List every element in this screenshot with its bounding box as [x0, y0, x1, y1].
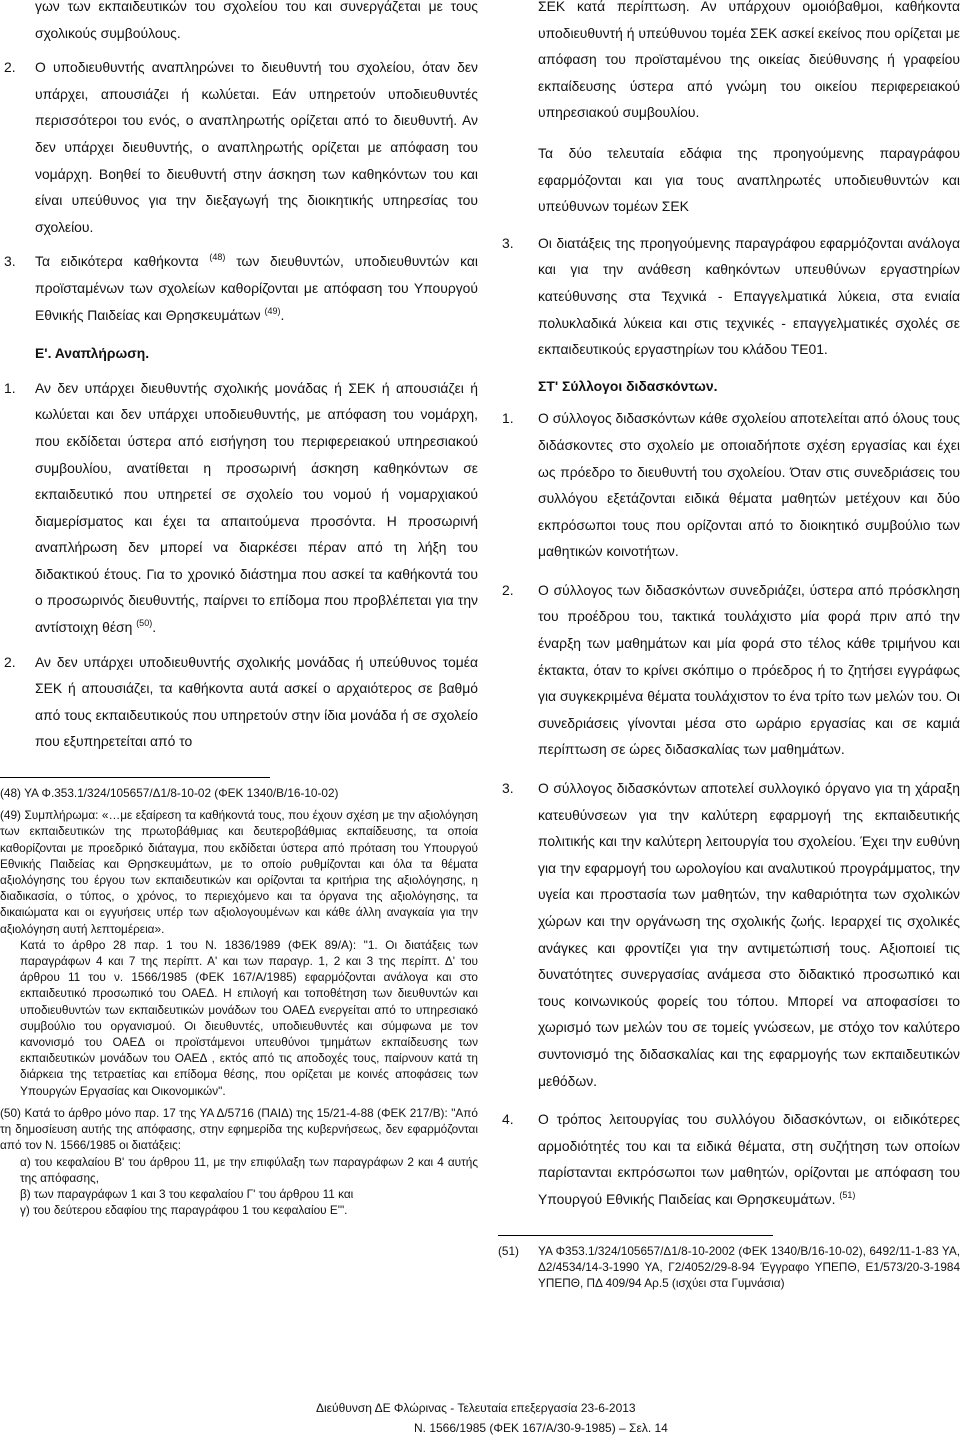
footnote-text: Συμπλήρωμα: «…με εξαίρεση τα καθήκοντά τους, που έχουν σχέση με την αξιολόγηση των εκπαιδευτικών της πρωτοβάθμιας και δευτεροβάθμιας εκπαίδευσης, τα οποία καθορίζονται με προεδρικό διάταγμα, που εκδίδεται ύστερα από πρόταση του Υπουργού Εθνικής Παιδείας και Θρησκευμάτων, με το οποίο ρυθμίζονται και όλα τα θέματα αξιολόγησης του έργου των εκπαιδευτικών και ορίζονται τα κριτήρια της αξιολόγησης, η διαδικασία, ο τύπος, ο χρόνος, το περιεχόμενο και τα όργανα της αξιολόγησης, τα δικαιώματα και οι εγγυήσεις υπέρ των αξιολογουμένων και κάθε άλλη αναγκαία για την αξιολόγηση αυτή λεπτομέρεια». [0, 808, 478, 936]
item-text: Τα ειδικότερα καθήκοντα [35, 253, 210, 270]
footnote-number: (49) [0, 808, 21, 823]
left-column [0, 0, 478, 1218]
paragraph-st2 [498, 577, 960, 763]
item-number: 1. [4, 379, 16, 396]
footnote-50-item-a: α) του κεφαλαίου Β' του άρθρου 11, με την επιφύλαξη των παραγράφων 2 και 4 αυτής της απόφασης, [20, 1154, 478, 1185]
paragraph-3-workshops [498, 230, 960, 363]
footer-line-1: Διεύθυνση ΔΕ Φλώρινας - Τελευταία επεξεργασία 23-6-2013 [316, 1401, 636, 1415]
footnote-ref-48[interactable]: (48) [209, 252, 226, 263]
item-number: 2. [502, 581, 514, 598]
footnote-ref-49[interactable]: (49) [264, 305, 281, 316]
item-text: Ο σύλλογος διδασκόντων κάθε σχολείου αποτελείται από όλους τους διδάσκοντες στο σχολείο με οποιαδήποτε σχέση εργασίας και έχει ως πρόεδρο το διευθυντή του σχολείου. Όταν στις συνεδριάσεις του συλλόγου εξετάζονται ειδικά θέματα μαθητών μετέχουν και δύο εκπρόσωποι τους που ορίζονται από το διοικητικό συμβούλιο των μαθητικών κοινοτήτων. [538, 410, 960, 560]
item-text: των διευθυντών, υποδιευθυντών και προϊσταμένων των σχολείων καθορίζονται με απόφαση του Υπουργού Εθνικής Παιδείας και Θρησκευμάτων [35, 253, 478, 323]
section-heading-st: ΣΤ' Σύλλογοι διδασκόντων. [538, 377, 718, 394]
footnote-50 [0, 1105, 478, 1154]
item-text: . [280, 306, 285, 323]
footnote-51 [498, 1243, 960, 1292]
paragraph-deputies: Τα δύο τελευταία εδάφια της προηγούμενης παραγράφου εφαρμόζονται και για τους αναπληρωτές υποδιευθυντών και υπεύθυνων τομέων ΣΕΚ [538, 144, 960, 215]
item-text: Αν δεν υπάρχει διευθυντής σχολικής μονάδας ή ΣΕΚ ή απουσιάζει ή κωλύεται και δεν υπάρχει υποδιευθυντής, με απόφαση του νομάρχη, που εκδίδεται ύστερα από εισήγηση του περιφερειακού υπηρεσιακού συμβουλίου, ανατίθεται η προσωρινή άσκηση καθηκόντων σε εκπαιδευτικό που υπηρετεί σε σχολείο του νομού ή νομαρχιακού διαμερίσματος και έχει τα απαιτούμενα προσόντα. Η προσωρινή αναπλήρωση δεν μπορεί να διαρκέσει πέραν από τη λήξη του διδακτικού έτους. Για το χρονικό διάστημα που ασκεί τα καθήκοντά του ο προσωρινός διευθυντής, παίρνει το επίδομα που προβλέπεται για την αντίστοιχη θέση [35, 379, 478, 636]
continued-paragraph: γων των εκπαιδευτικών του σχολείου του και συνεργάζεται με τους σχολικούς συμβούλους. [35, 0, 478, 41]
item-text: Ο σύλλογος των διδασκόντων συνεδριάζει, ύστερα από πρόσκληση του προέδρου του, τακτικά τουλάχιστο μία φορά πριν από την έναρξη των μαθημάτων και μία φορά στο τέλος κάθε τριμήνου και έκτακτα, όταν το κρίνει σκόπιμο ο πρόεδρος ή το ζητήσει εγγράφως για συγκεκριμένα θέματα τουλάχιστον το ένα τρίτο των μελών του. Οι συνεδριάσεις γίνονται μέσα στο ωράριο εργασίας και σε καμιά περίπτωση σε ώρες διδασκαλίας των μαθημάτων. [538, 581, 960, 758]
footnote-separator [498, 1235, 773, 1236]
footer-line-2: Ν. 1566/1985 (ΦΕΚ 167/Α/30-9-1985) – Σελ. 14 [414, 1421, 668, 1435]
item-number: 3. [4, 253, 16, 270]
item-text: Ο σύλλογος διδασκόντων αποτελεί συλλογικό όργανο για τη χάραξη κατευθύνσεων για την καλύτερη εφαρμογή της εκπαιδευτικής πολιτικής και την καλύτερη λειτουργία του σχολείου. Έχει την ευθύνη για την εφαρμογή του ωρολογίου και αναλυτικού προγράμματος, την υγεία και προστασία των μαθητών, την καθαριότητα των σχολικών χώρων και την οργάνωση της σχολικής ζωής. Ιεραρχεί τις σχολικές ανάγκες και φροντίζει για την αντιμετώπισή τους. Αξιοποιεί τις δυνατότητες συνεργασίας ανάμεσα στο διδακτικό προσωπικό και τους κοινωνικούς φορείς του τόπου. Μπορεί να αποφασίσει το χωρισμό των μελών του σε τομείς γνώσεων, με στόχο τον καλύτερο συντονισμό της διδασκαλίας και της εφαρμογής των εκπαιδευτικών μεθόδων. [538, 780, 960, 1089]
right-column [498, 0, 960, 1291]
footnote-text: ΥΑ Φ353.1/324/105657/Δ1/8-10-2002 (ΦΕΚ 1340/Β/16-10-02), 6492/11-1-83 ΥΑ, Δ2/4534/14-3-1990 ΥΑ, Γ2/4052/29-8-94 Έγγραφο ΥΠΕΠΘ, Ε1/573/20-3-1984 ΥΠΕΠΘ, ΠΔ 409/94 Αρ.5 (ισχύει στα Γυμνάσια) [538, 1243, 960, 1290]
paragraph-3-duties [0, 248, 478, 328]
item-number: 3. [502, 234, 514, 251]
paragraph-st3 [498, 775, 960, 1094]
item-text: Ο υποδιευθυντής αναπληρώνει το διευθυντή του σχολείου, όταν δεν υπάρχει, απουσιάζει ή κωλύεται. Εάν υπηρετούν υποδιευθυντές περισσότεροι του ενός, ο αναπληρωτής ορίζεται από το διευθυντή. Αν δεν υπάρχει διευθυντής, ο αναπληρωτής ορίζεται με απόφαση του νομάρχη. Βοηθεί το διευθυντή στην άσκηση των καθηκόντων του και είναι υπεύθυνος για την διεξαγωγή της διοικητικής υπηρεσίας του σχολείου. [35, 59, 478, 235]
item-number: 4. [502, 1111, 514, 1128]
footnote-48 [0, 785, 478, 801]
footnote-50-item-c: γ) του δεύτερου εδαφίου της παραγράφου 1 του κεφαλαίου Ε'". [20, 1203, 348, 1218]
footnote-separator [0, 777, 270, 778]
paragraph-e2-replacement [0, 649, 478, 755]
footnote-50-item-b: β) των παραγράφων 1 και 3 του κεφαλαίου Γ' του άρθρου 11 και [20, 1186, 354, 1201]
footnote-ref-50[interactable]: (50) [136, 618, 153, 629]
paragraph-st1 [498, 405, 960, 565]
item-text: . [152, 619, 157, 636]
item-number: 2. [4, 59, 16, 76]
footnotes-left [0, 785, 478, 1218]
footnote-text: ΥΑ Φ.353.1/324/105657/Δ1/8-10-02 (ΦΕΚ 1340/Β/16-10-02) [24, 786, 339, 801]
item-text: Ο τρόπος λειτουργίας του συλλόγου διδασκόντων, οι ειδικότερες αρμοδιότητές του και τα ειδικά θέματα, στη συζήτηση των οποίων παρίστανται εκπρόσωποι των μαθητών, ορίζονται με απόφαση του Υπουργού Εθνικής Παιδείας και Θρησκευμάτων. [538, 1111, 960, 1207]
footnote-49-extra: Κατά το άρθρο 28 παρ. 1 του Ν. 1836/1989 (ΦΕΚ 89/Α): "1. Οι διατάξεις των παραγράφων 4 και 7 της περίπτ. Α' και των παραγρ. 1, 2 και 3 της περίπτ. Δ' του άρθρου 11 του ν. 1566/1985 (ΦΕΚ 167/Α/1985) εφαρμόζονται ανάλογα και στο εκπαιδευτικό προσωπικό του ΟΑΕΔ. Η επιλογή και τοποθέτηση των διευθυντών και υποδιευθυντών των εκπαιδευτικών μονάδων του ΟΑΕΔ ενεργείται από το υπηρεσιακό συμβούλιο του οργανισμού. Οι διευθυντές, υποδιευθυντές και σύμφωνα με τον κανονισμό του ΟΑΕΔ οι προϊστάμενοι υπευθύνοι τμημάτων εκπαίδευσης των εκπαιδευτικών μονάδων του ΟΑΕΔ , εκτός από τις αποδοχές τους, παίρνουν κατά τη διάρκεια της τετραετίας και επίδομα θέσης, που ορίζεται με κοινές αποφάσεις των Υπουργών Εργασίας και Οικονομικών". [20, 937, 478, 1098]
item-text: Αν δεν υπάρχει υποδιευθυντής σχολικής μονάδας ή υπεύθυνος τομέα ΣΕΚ ή απουσιάζει, τα καθήκοντα αυτά ασκεί ο αρχαιότερος σε βαθμό από τους εκπαιδευτικούς που υπηρετούν στην ίδια μονάδα ή σε σχολείο που εξυπηρετείται από το [35, 653, 478, 750]
item-number: 3. [502, 780, 514, 797]
paragraph-2-deputy-director [0, 54, 478, 240]
footnote-number: (51) [498, 1243, 519, 1258]
footnote-number: (50) [0, 1105, 21, 1120]
footnote-49 [0, 807, 478, 937]
footnote-text: Κατά το άρθρο μόνο παρ. 17 της ΥΑ Δ/5716 (ΠΑΙΔ) της 15/21-4-88 (ΦΕΚ 217/Β): "Από τη δημοσίευση αυτής της απόφασης, στην εφημερίδα της κυβερνήσεως, δεν εφαρμόζονται από τον Ν. 1566/1985 οι διατάξεις: [0, 1105, 478, 1153]
paragraph-st4 [498, 1106, 960, 1212]
item-text: Οι διατάξεις της προηγούμενης παραγράφου εφαρμόζονται ανάλογα και για την ανάθεση καθηκόντων υπευθύνων εργαστηρίων κατεύθυνσης στα Τεχνικά - Επαγγελματικά λύκεια, στα ενιαία πολυκλαδικά λύκεια και στις τεχνικές - επαγγελματικές σχολές σε εκπαιδευτικούς εργαστηρίων του κλάδου ΤΕ01. [538, 234, 960, 358]
footnote-number: (48) [0, 786, 21, 801]
paragraph-e1-replacement [0, 375, 478, 641]
continued-paragraph: ΣΕΚ κατά περίπτωση. Αν υπάρχουν ομοιόβαθμοι, καθήκοντα υποδιευθυντή ή υπεύθυνου τομέα ΣΕΚ ασκεί εκείνος που ορίζεται με απόφαση του προϊσταμένου της οικείας διεύθυνσης ή γραφείου εκπαίδευσης ύστερα από γνώμη του οικείου περιφερειακού υπηρεσιακού συμβουλίου. [538, 0, 960, 121]
footnote-ref-51[interactable]: (51) [839, 1189, 856, 1200]
section-heading-e: Ε'. Αναπλήρωση. [35, 345, 150, 362]
item-number: 2. [4, 653, 16, 670]
item-number: 1. [502, 410, 514, 427]
